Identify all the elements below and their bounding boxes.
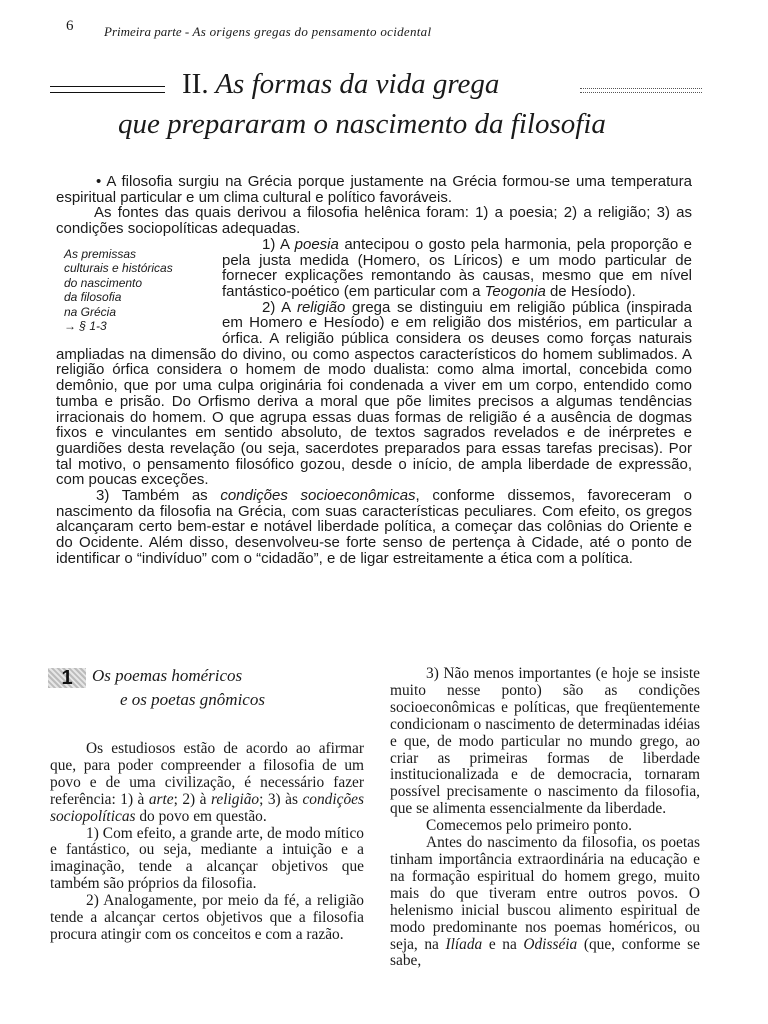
title-rule-right [580,88,702,93]
margin-note-line: As premissas [64,246,137,261]
margin-note [64,247,214,334]
margin-note-line: da filosofia [64,290,122,305]
margin-note-reference: → § 1-3 [64,319,107,334]
chapter-title [182,68,499,101]
body-paragraph: 1) Com efeito, a grande arte, de modo mítico e fantástico, ou seja, mediante a intuição e a imaginação, tende a alcançar objetivos que também são próprios da filosofia. [50,824,364,893]
page-number: 6 [66,18,74,34]
left-column [50,741,364,944]
section-number-badge: 1 [48,668,86,688]
body-paragraph: 3) Não menos importantes (e hoje se insiste muito nesse ponto) são as condições socioeconômicas e políticas, que freqüentemente condicionam o nascimento de determinadas idéias e que, de modo particular no mundo grego, ao criar as primeiras formas de liberdade institucionalizada e de democracia, tornaram possível precisamente o nascimento da filosofia, que se alimenta essencialmente da liberdade. [390,665,700,818]
body-paragraph: 2) Analogamente, por meio da fé, a religião tende a alcançar certos objetivos que a filosofia procura atingir com os conceitos e com a razão. [50,892,364,943]
body-paragraph: Comecemos pelo primeiro ponto. [426,817,633,835]
summary-paragraph-religion: 2) A religião grega se distinguiu em religião pública (inspirada em Homero e Hesíodo) e em religião dos mistérios, em particular a órfica. A religião pública considera os deuses como forças naturais ampliadas na dimensão do divino, ou como aspectos característicos do homem sublimados. A religião órfica considera o homem de modo dualista: como alma imortal, concebida como demônio, que por uma culpa originária foi condenada a viver em um corpo, entendido como tumba e prisão. Do Orfismo deriva a moral que põe limites precisos a algumas tendências irracionais do homem. O que agrupa essas duas formas de religião é a ausência de dogmas fixos e vinculantes em sentido absoluto, de textos sagrados revelados e de inérpretes e guardiões desta revelação (ou seja, sacerdotes preparados para essas tarefas precisas). Por tal motivo, o pensamento filosófico gozou, desde o início, de ampla liberdade de expressão, com poucas exceções. [56,298,692,489]
margin-note-line: culturais e históricas [64,261,173,276]
section-title-line2: e os poetas gnômicos [120,690,265,709]
body-paragraph: Os estudiosos estão de acordo ao afirmar que, para poder compreender a filosofia de um povo e de uma civilização, é necessário fazer referência: 1) à arte; 2) à religião; 3) às condições sociopolíticas do povo em questão. [50,740,364,825]
chapter-title-line1: As formas da vida grega [215,68,500,100]
margin-note-line: do nascimento [64,275,143,290]
chapter-title-line2: que prepararam o nascimento da filosofia [118,108,606,140]
right-column [390,666,700,970]
summary-paragraph: • A filosofia surgiu na Grécia porque justamente na Grécia formou-se uma temperatura espiritual particular e um clima cultural e político favoráveis. [56,173,692,206]
running-subtitle: As origens gregas do pensamento ocidental [192,24,432,39]
summary-paragraph-poetry: 1) A poesia antecipou o gosto pela harmonia, pela proporção e pela justa medida (Homero, os Líricos) e um modo particular de fornecer explicações remontando às causas, mesmo que em nível fantástico-poético (em particular com a Teogonia de Hesíodo). [222,235,692,300]
summary-paragraph-socioeconomic: 3) Também as condições socioeconômicas, conforme dissemos, favoreceram o nascimento da filosofia na Grécia, com suas características peculiares. Com efeito, os gregos alcançaram certo bem-estar e notável liberdade política, a começar das colônias do Oriente e do Ocidente. Além disso, desenvolveu-se forte senso de pertença à Cidade, até o ponto de identificar o “indivíduo” com o “cidadão”, e de ligar estreitamente a ética com a política. [56,487,692,567]
chapter-number: II. [182,68,209,100]
summary-paragraph: As fontes das quais derivou a filosofia helênica foram: 1) a poesia; 2) a religião; 3) as condições sociopolíticas adequadas. [56,204,692,238]
chapter-summary [56,174,692,567]
section-title-line1: Os poemas homéricos [92,666,243,685]
margin-note-line: na Grécia [64,304,117,319]
body-paragraph: Antes do nascimento da filosofia, os poetas tinham importância extraordinária na educação e na formação espiritual do homem grego, muito mais do que tiveram entre outros povos. O helenismo inicial buscou alimento espiritual de modo predominante nos poemas homéricos, ou seja, na Ilíada e na Odisséia (que, conforme se sabe, [390,834,700,970]
title-rule-left [50,86,165,93]
running-title: Primeira parte - [104,24,190,39]
running-header [104,24,431,40]
